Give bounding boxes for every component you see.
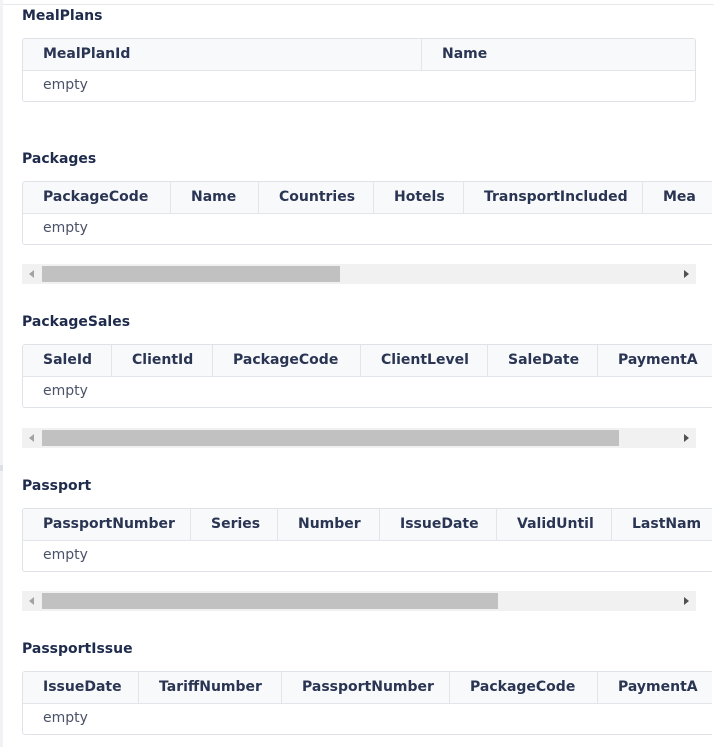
scroll-right-arrow-icon[interactable] — [684, 597, 689, 605]
scroll-track[interactable] — [42, 593, 676, 609]
column-header[interactable]: ValidUntil — [497, 509, 612, 541]
empty-placeholder: empty — [43, 220, 88, 236]
column-header[interactable]: PassportNumber — [23, 509, 191, 541]
table-header-row — [23, 182, 712, 214]
header-divider — [23, 70, 695, 71]
column-header[interactable]: SaleDate — [488, 345, 598, 377]
data-table — [22, 508, 712, 572]
scroll-thumb[interactable] — [42, 266, 340, 282]
column-header[interactable]: Name — [442, 46, 488, 62]
scroll-left-arrow-icon[interactable] — [29, 270, 34, 278]
scroll-thumb[interactable] — [42, 593, 498, 609]
table-title: PassportIssue — [22, 641, 133, 657]
column-header[interactable]: ClientLevel — [361, 345, 488, 377]
data-table — [22, 671, 712, 735]
table-header-row — [23, 509, 712, 541]
column-header[interactable]: PaymentA — [618, 352, 698, 368]
column-header[interactable]: ClientId — [112, 345, 213, 377]
empty-placeholder: empty — [43, 77, 88, 93]
column-header[interactable]: Countries — [259, 182, 374, 214]
column-header[interactable]: TariffNumber — [139, 672, 282, 704]
column-header[interactable]: PassportNumber — [282, 672, 450, 704]
table-title: PackageSales — [22, 314, 131, 330]
top-divider — [0, 4, 714, 5]
data-table — [22, 344, 712, 408]
column-header[interactable]: PackageCode — [23, 182, 171, 214]
column-header[interactable]: Series — [191, 509, 278, 541]
scroll-track[interactable] — [42, 430, 676, 446]
scroll-right-arrow-icon[interactable] — [684, 270, 689, 278]
scroll-right-arrow-icon[interactable] — [684, 434, 689, 442]
header-divider — [23, 376, 712, 377]
column-header[interactable]: Hotels — [374, 182, 464, 214]
column-header[interactable]: PaymentA — [618, 679, 698, 695]
table-section-packages — [22, 149, 696, 236]
table-header-row — [23, 672, 712, 704]
column-header[interactable]: SaleId — [23, 345, 112, 377]
table-section-passportissue — [22, 639, 698, 726]
scroll-thumb[interactable] — [42, 430, 619, 446]
table-section-packagesales — [22, 312, 698, 399]
data-table — [22, 181, 712, 245]
empty-placeholder: empty — [43, 710, 88, 726]
horizontal-scrollbar[interactable] — [22, 264, 696, 284]
left-gutter — [0, 0, 3, 747]
header-divider — [23, 213, 712, 214]
table-title: MealPlans — [22, 8, 103, 24]
column-header[interactable]: IssueDate — [23, 672, 139, 704]
empty-placeholder: empty — [43, 547, 88, 563]
header-divider — [23, 703, 712, 704]
column-header[interactable]: Number — [278, 509, 380, 541]
column-header[interactable]: TransportIncluded — [464, 182, 643, 214]
column-header[interactable]: MealPlanId — [23, 39, 422, 71]
empty-placeholder: empty — [43, 383, 88, 399]
column-header[interactable]: Mea — [663, 189, 696, 205]
column-header[interactable]: PackageCode — [213, 345, 361, 377]
horizontal-scrollbar[interactable] — [22, 428, 696, 448]
column-header[interactable]: LastNam — [632, 516, 702, 532]
table-header-row — [23, 345, 712, 377]
scroll-left-arrow-icon[interactable] — [29, 434, 34, 442]
column-header[interactable]: Name — [171, 182, 259, 214]
table-section-passport — [22, 476, 702, 563]
table-header-row — [23, 39, 696, 71]
table-title: Passport — [22, 478, 92, 494]
column-header[interactable]: PackageCode — [450, 672, 598, 704]
scroll-left-arrow-icon[interactable] — [29, 597, 34, 605]
header-divider — [23, 540, 712, 541]
table-title: Packages — [22, 151, 97, 167]
column-header[interactable]: IssueDate — [380, 509, 497, 541]
scroll-track[interactable] — [42, 266, 676, 282]
gutter-marker — [0, 465, 3, 471]
horizontal-scrollbar[interactable] — [22, 591, 696, 611]
table-section-mealplans — [22, 6, 696, 93]
data-table — [22, 38, 696, 102]
